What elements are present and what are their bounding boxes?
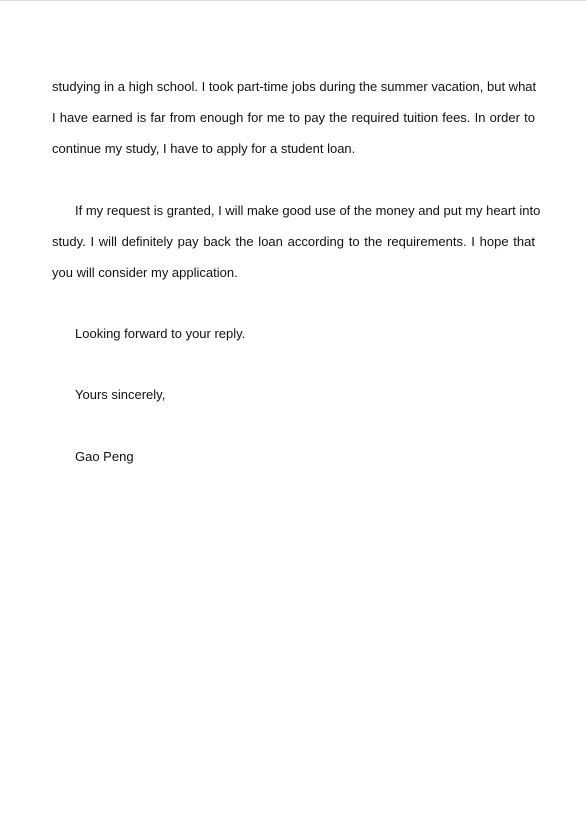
paragraph-line: you will consider my application. (52, 265, 238, 280)
paragraph-request (52, 195, 541, 288)
paragraph-line: studying in a high school. I took part-time jobs during the summer vacation, but what (52, 79, 537, 94)
closing-line: Looking forward to your reply. (75, 326, 246, 341)
signature: Gao Peng (75, 449, 134, 464)
paragraph-line: study. I will definitely pay back the loan according to the requirements. I hope that (52, 234, 535, 249)
sign-off: Yours sincerely, (75, 387, 166, 402)
paragraph-tuition (52, 71, 535, 164)
paragraph-line: I have earned is far from enough for me to pay the required tuition fees. In order to (52, 110, 535, 125)
paragraph-line: If my request is granted, I will make good use of the money and put my heart into (75, 203, 541, 218)
paragraph-line: continue my study, I have to apply for a student loan. (52, 141, 356, 156)
page-top-border (0, 0, 586, 1)
